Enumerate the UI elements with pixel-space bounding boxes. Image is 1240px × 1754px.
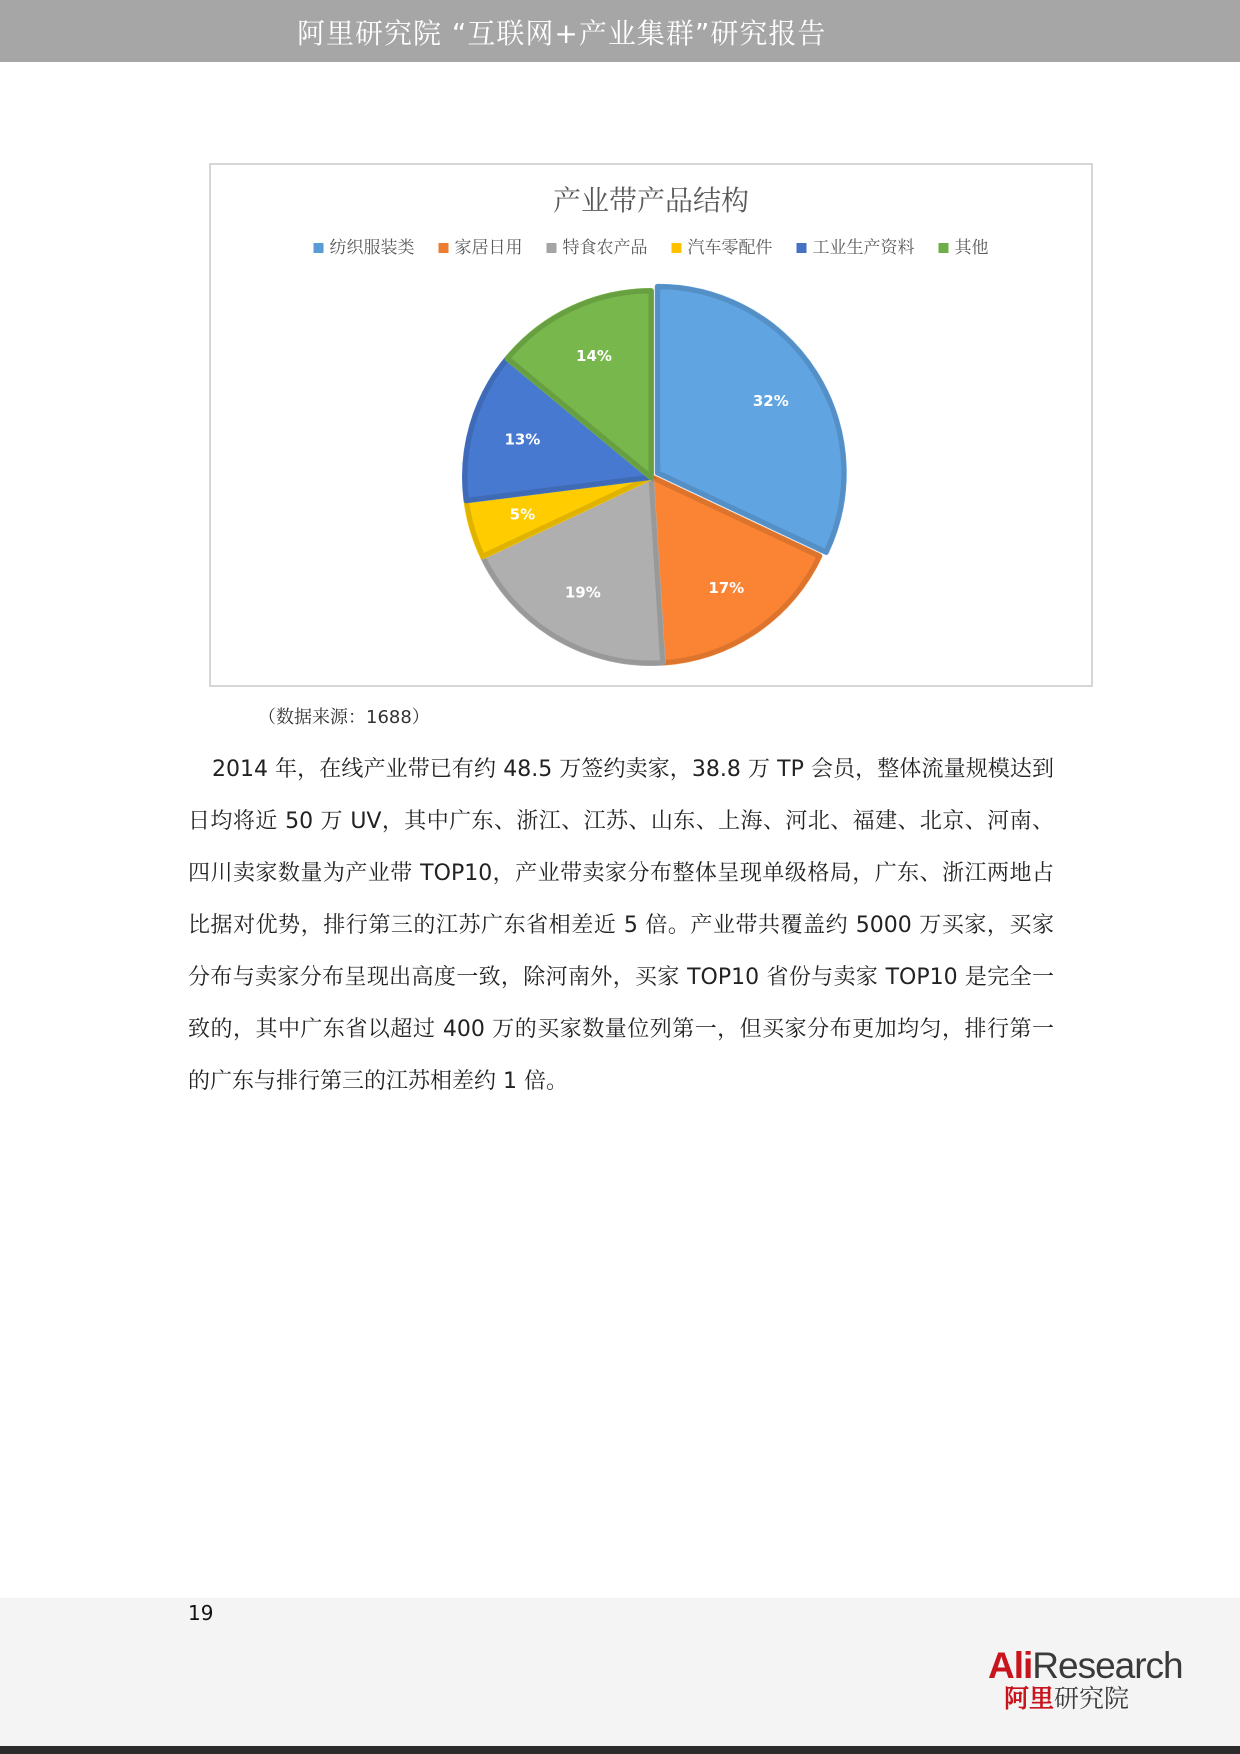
logo-cn-ali: 阿里 — [1004, 1684, 1055, 1713]
legend-label: 纺织服装类 — [329, 238, 415, 258]
logo-ali: Ali — [988, 1645, 1033, 1686]
pie-label: 32% — [752, 391, 789, 410]
logo-chinese — [1004, 1684, 1129, 1714]
legend-label: 工业生产资料 — [812, 238, 915, 258]
pie-chart-canvas — [211, 165, 1091, 685]
legend-label: 家居日用 — [454, 238, 523, 258]
legend-label: 特食农产品 — [562, 238, 648, 258]
header-title: 阿里研究院 “互联网+产业集群”研究报告 — [297, 17, 827, 50]
logo-cn-research: 研究院 — [1054, 1684, 1130, 1713]
legend-label: 汽车零配件 — [687, 238, 773, 258]
source-note: （数据来源：1688） — [258, 707, 430, 728]
legend-swatch — [547, 243, 557, 253]
logo-wordmark — [988, 1646, 1183, 1686]
pie-label: 14% — [576, 346, 612, 365]
legend-swatch — [439, 243, 449, 253]
legend-swatch — [797, 243, 807, 253]
page-number: 19 — [188, 1601, 214, 1625]
body-paragraph: 2014 年，在线产业带已有约 48.5 万签约卖家，38.8 万 TP 会员，整体流量规模达到日均将近 50 万 UV，其中广东、浙江、江苏、山东、上海、河北、福建、北京、河南、四川卖家数量为产业带 TOP10，产业带卖家分布整体呈现单级格局，广东、浙江两地占比据对优势，排行第三的江苏广东省相差近 5 倍。产业带共覆盖约 5000 万买家，买家分布与卖家分布呈现出高度一致，除河南外，买家 TOP10 省份与卖家 TOP10 是完全一致的，其中广东省以超过 400 万的买家数量位列第一，但买家分布更加均匀，排行第一的广东与排行第三的江苏相差约 1 倍。 — [188, 757, 1054, 1094]
chart-legend — [314, 237, 989, 258]
chart-title: 产业带产品结构 — [552, 184, 750, 217]
logo-research: Research — [1032, 1645, 1183, 1686]
bottom-rule — [0, 1746, 1240, 1754]
pie-label: 19% — [564, 583, 601, 602]
legend-swatch — [939, 243, 949, 253]
aliresearch-logo — [988, 1646, 1218, 1714]
legend-swatch — [314, 243, 324, 253]
pie-label: 5% — [509, 505, 536, 524]
pie-label: 17% — [708, 578, 745, 597]
pie-chart — [209, 163, 1093, 687]
legend-label: 其他 — [954, 238, 989, 258]
pie-label: 13% — [504, 430, 541, 449]
legend-swatch — [672, 243, 682, 253]
header-bar — [0, 0, 1240, 62]
